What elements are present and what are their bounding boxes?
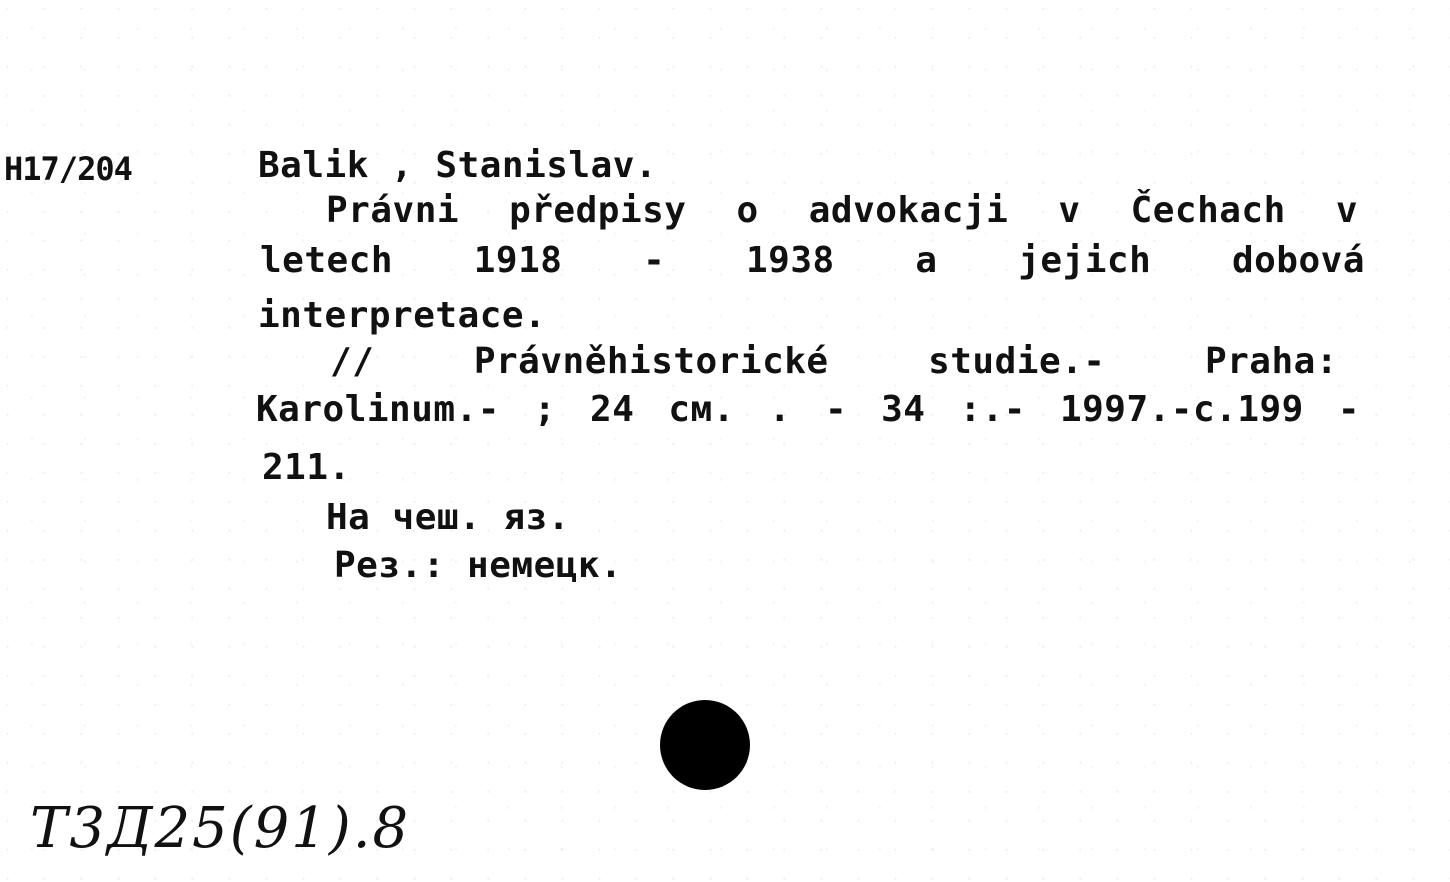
title-line-2: letech 1918 - 1938 a jejich dobová <box>260 240 1365 281</box>
source-line-3: 211. <box>262 447 351 488</box>
author-line: Balik , Stanislav. <box>258 145 658 186</box>
punch-hole <box>660 700 750 790</box>
handwritten-classmark: Т3Д25(91).8 <box>30 796 411 861</box>
title-line-3: interpretace. <box>258 295 547 336</box>
title-line-1: Právni předpisy o advokacji v Čechach v <box>326 190 1358 231</box>
summary-note: Рез.: немецк. <box>334 545 623 586</box>
language-note: На чеш. яз. <box>326 497 570 538</box>
shelfmark: H17/204 <box>4 150 132 188</box>
source-line-2: Karolinum.- ; 24 см. . - 34 :.- 1997.-c.199 - <box>256 389 1360 430</box>
source-line-1: // Právněhistorické studie.- Praha: <box>330 341 1338 382</box>
